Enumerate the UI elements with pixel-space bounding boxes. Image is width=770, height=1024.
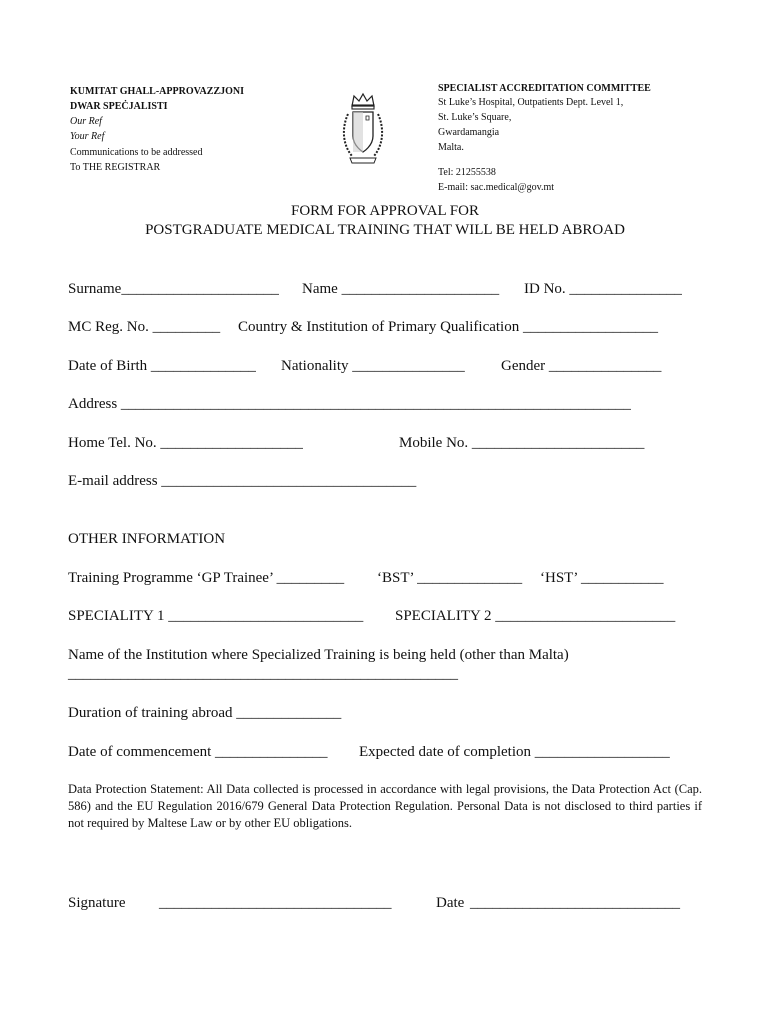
training-gp-trainee-field[interactable]: Training Programme ‘GP Trainee’ _________	[68, 570, 345, 586]
training-hst-field[interactable]: ‘HST’ ___________	[540, 570, 664, 586]
mc-reg-field[interactable]: MC Reg. No. _________	[68, 319, 221, 335]
your-ref: Your Ref	[70, 131, 105, 142]
form-title-line-1: FORM FOR APPROVAL FOR	[291, 203, 479, 219]
institution-field[interactable]: ____________________________________________________	[68, 666, 458, 682]
malta-coat-of-arms-icon	[340, 92, 386, 166]
surname-field[interactable]: Surname_____________________	[68, 281, 279, 297]
other-information-heading: OTHER INFORMATION	[68, 531, 226, 547]
nationality-field[interactable]: Nationality _______________	[281, 358, 465, 374]
email-contact: E-mail: sac.medical@gov.mt	[438, 182, 555, 193]
address-line-1: St Luke’s Hospital, Outpatients Dept. Level 1,	[438, 97, 624, 108]
communications-note: Communications to be addressed	[70, 147, 203, 158]
training-bst-field[interactable]: ‘BST’ ______________	[377, 570, 523, 586]
data-protection-statement: Data Protection Statement: All Data collected is processed in accordance with legal provisions, the Data Protection Act (Cap. 586) and the EU Regulation 2016/679 General Data Protection Regulation. Personal Data is not disclosed to third parties if not required by Maltese Law or by other EU obligations.	[68, 782, 702, 830]
committee-title: SPECIALIST ACCREDITATION COMMITTEE	[438, 83, 651, 94]
date-field[interactable]: ____________________________	[470, 895, 680, 911]
id-number-field[interactable]: ID No. _______________	[524, 281, 682, 297]
address-line-2: St. Luke’s Square,	[438, 112, 512, 123]
signature-field[interactable]: _______________________________	[159, 895, 392, 911]
address-field[interactable]: Address ____________________________________________________________________	[68, 396, 631, 412]
institution-label: Name of the Institution where Specialized Training is being held (other than Malta)	[68, 647, 569, 663]
committee-name-maltese-1: KUMITAT GHALL-APPROVAZZJONI	[70, 86, 244, 97]
name-field[interactable]: Name _____________________	[302, 281, 500, 297]
telephone: Tel: 21255538	[438, 167, 496, 178]
home-tel-field[interactable]: Home Tel. No. ___________________	[68, 435, 303, 451]
gender-field[interactable]: Gender _______________	[501, 358, 662, 374]
form-title-line-2: POSTGRADUATE MEDICAL TRAINING THAT WILL BE HELD ABROAD	[145, 222, 625, 238]
our-ref: Our Ref	[70, 116, 102, 127]
mobile-field[interactable]: Mobile No. _______________________	[399, 435, 645, 451]
date-label: Date	[436, 895, 465, 911]
committee-name-maltese-2: DWAR SPEĊJALISTI	[70, 101, 168, 112]
speciality-1-field[interactable]: SPECIALITY 1 __________________________	[68, 608, 364, 624]
commencement-date-field[interactable]: Date of commencement _______________	[68, 744, 328, 760]
signature-label: Signature	[68, 895, 126, 911]
duration-field[interactable]: Duration of training abroad ______________	[68, 705, 342, 721]
address-line-4: Malta.	[438, 142, 464, 153]
date-of-birth-field[interactable]: Date of Birth ______________	[68, 358, 256, 374]
completion-date-field[interactable]: Expected date of completion __________________	[359, 744, 670, 760]
country-institution-field[interactable]: Country & Institution of Primary Qualification __________________	[238, 319, 658, 335]
email-address-field[interactable]: E-mail address __________________________________	[68, 473, 417, 489]
speciality-2-field[interactable]: SPECIALITY 2 ________________________	[395, 608, 676, 624]
address-line-3: Gwardamangia	[438, 127, 500, 138]
registrar-note: To THE REGISTRAR	[70, 162, 161, 173]
